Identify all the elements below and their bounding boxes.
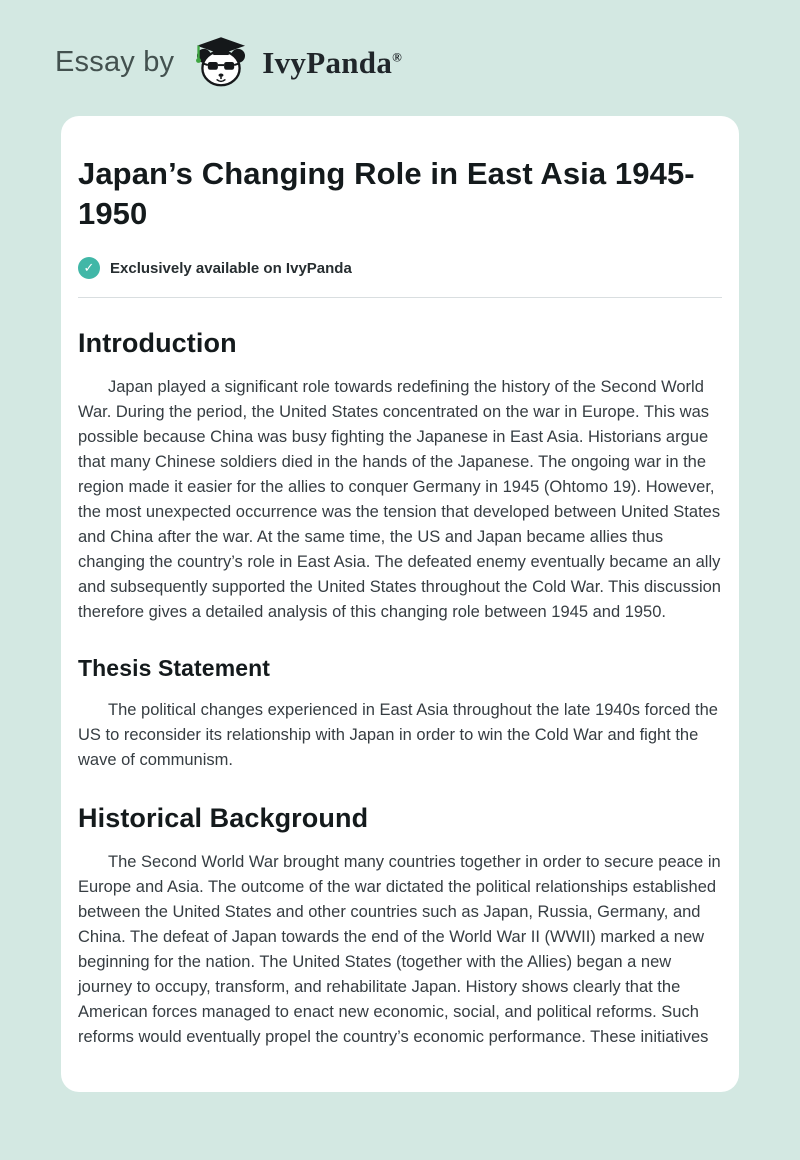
availability-badge-label: Exclusively available on IvyPanda <box>110 259 352 277</box>
registered-mark: ® <box>392 49 403 65</box>
essay-title: Japan’s Changing Role in East Asia 1945-1950 <box>78 156 695 231</box>
essay-by-label: Essay by <box>55 45 175 78</box>
section-introduction <box>78 328 722 625</box>
ivypanda-logo[interactable] <box>190 34 402 90</box>
section-historical-background <box>78 803 722 1050</box>
availability-badge <box>78 257 722 279</box>
essay-card <box>61 116 739 1092</box>
site-header <box>0 0 800 116</box>
check-icon: ✓ <box>78 257 100 279</box>
panda-graduate-icon <box>190 34 252 90</box>
divider <box>78 297 722 298</box>
paragraph-thesis-statement: The political changes experienced in East Asia throughout the late 1940s forced the US to reconsider its relationship with Japan in order to win the Cold War and fight the wave of communism. <box>78 701 718 770</box>
paragraph-introduction: Japan played a significant role towards redefining the history of the Second World War. During the period, the United States concentrated on the war in Europe. This was possible because China was busy fighting the Japanese in East Asia. Historians argue that many Chinese soldiers died in the hands of the Japanese. The ongoing war in the region made it easier for the allies to conquer Germany in 1945 (Ohtomo 19). However, the most unexpected occurrence was the tension that developed between United States and China after the war. At the same time, the US and Japan became allies thus changing the country’s role in East Asia. The defeated enemy eventually became an ally and subsequently supported the United States throughout the Cold War. This discussion therefore gives a detailed analysis of this changing role between 1945 and 1950. <box>78 378 721 622</box>
paragraph-historical-background: The Second World War brought many countries together in order to secure peace in Europe and Asia. The outcome of the war dictated the political relationships established between the United States and other countries such as Japan, Russia, Germany, and China. The defeat of Japan towards the end of the World War II (WWII) marked a new beginning for the nation. The United States (together with the Allies) began a new journey to occupy, transform, and rehabilitate Japan. History shows clearly that the American forces managed to enact new economic, social, and political reforms. Such reforms would eventually propel the country’s economic performance. These initiatives <box>78 853 721 1047</box>
section-heading-introduction: Introduction <box>78 328 237 359</box>
section-heading-historical-background: Historical Background <box>78 803 369 834</box>
brand-name: IvyPanda® <box>262 44 403 80</box>
section-heading-thesis-statement: Thesis Statement <box>78 655 271 682</box>
section-thesis-statement <box>78 655 722 773</box>
